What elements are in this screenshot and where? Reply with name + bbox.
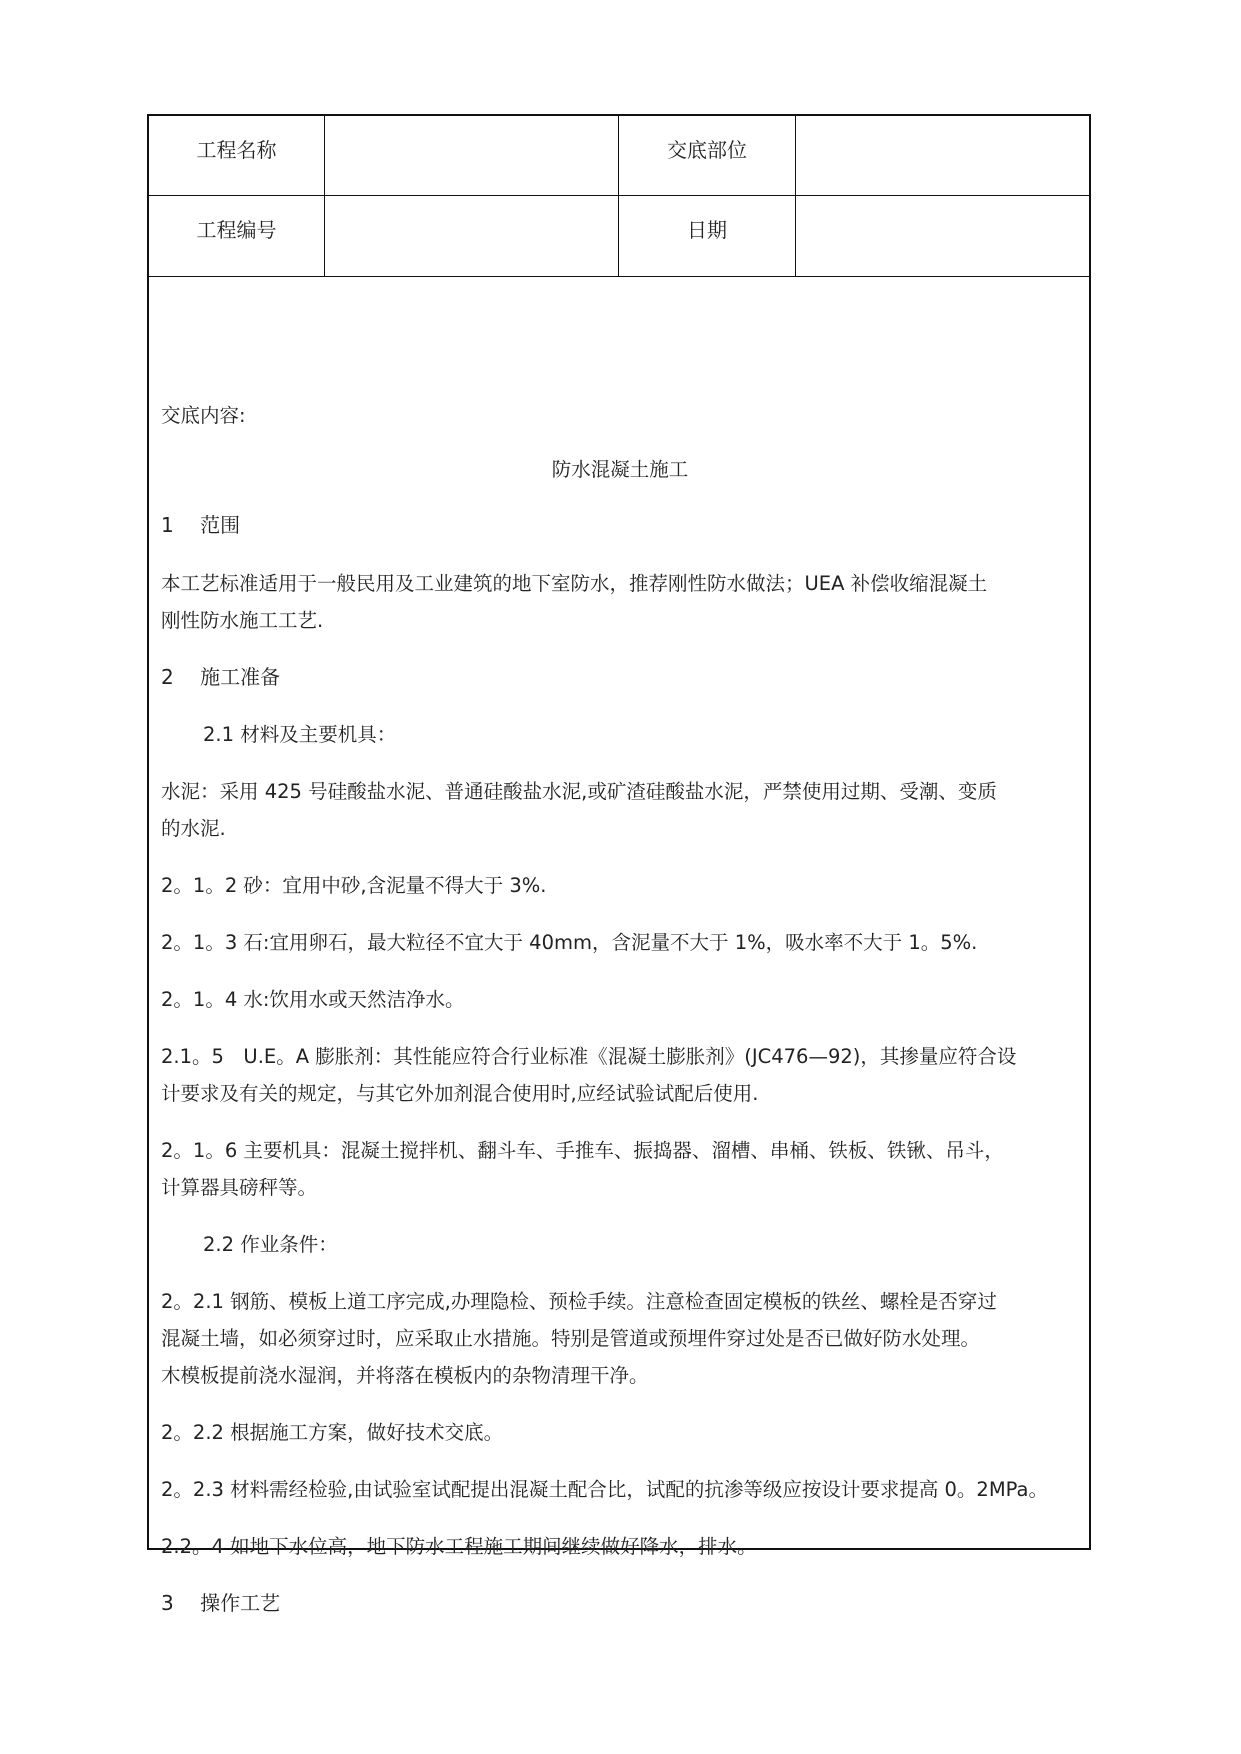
paragraph-1-line-2: 刚性防水施工工艺. bbox=[161, 609, 324, 632]
paragraph-water: 2。1。4 水:饮用水或天然洁净水。 bbox=[161, 988, 465, 1011]
paragraph-expansion-agent-line-2: 计要求及有关的规定，与其它外加剂混合使用时,应经试验试配后使用. bbox=[161, 1082, 759, 1105]
paragraph-technical-disclosure: 2。2.2 根据施工方案，做好技术交底。 bbox=[161, 1421, 504, 1444]
subsection-2-1-heading: 2.1 材料及主要机具： bbox=[203, 723, 397, 746]
paragraph-1-line-1: 本工艺标准适用于一般民用及工业建筑的地下室防水，推荐刚性防水做法；UEA 补偿收缩混凝土 bbox=[161, 572, 988, 595]
content-label: 交底内容: bbox=[161, 404, 246, 427]
paragraph-conditions-line-3: 木模板提前浇水湿润，并将落在模板内的杂物清理干净。 bbox=[161, 1364, 649, 1387]
paragraph-conditions-line-2: 混凝土墙，如必须穿过时，应采取止水措施。特别是管道或预埋件穿过处是否已做好防水处理。 bbox=[161, 1327, 981, 1350]
section-2-heading: 2 施工准备 bbox=[161, 665, 281, 689]
row-divider-1 bbox=[149, 195, 1089, 196]
paragraph-equipment-line-1: 2。1。6 主要机具：混凝土搅拌机、翻斗车、手推车、振捣器、溜槽、串桶、铁板、铁锹、吊斗， bbox=[161, 1139, 1004, 1162]
paragraph-dewatering: 2.2。4 如地下水位高，地下防水工程施工期间继续做好降水，排水。 bbox=[161, 1535, 757, 1558]
subsection-2-2-heading: 2.2 作业条件： bbox=[203, 1233, 338, 1256]
project-number-label: 工程编号 bbox=[196, 218, 277, 242]
date-label: 日期 bbox=[687, 218, 727, 242]
paragraph-2-line-2: 的水泥. bbox=[161, 817, 226, 840]
paragraph-2-line-1: 水泥：采用 425 号硅酸盐水泥、普通硅酸盐水泥,或矿渣硅酸盐水泥，严禁使用过期、受潮、变质 bbox=[161, 780, 997, 803]
section-1-heading: 1 范围 bbox=[161, 513, 241, 537]
disclosure-content bbox=[161, 276, 1079, 1615]
col-divider-3 bbox=[795, 116, 796, 276]
paragraph-stone: 2。1。3 石:宜用卵石，最大粒径不宜大于 40mm，含泥量不大于 1%，吸水率不大于 1。5%. bbox=[161, 931, 978, 954]
paragraph-expansion-agent-line-1: 2.1。5 U.E。A 膨胀剂：其性能应符合行业标准《混凝土膨胀剂》(JC476—92)，其掺量应符合设 bbox=[161, 1045, 1017, 1068]
paragraph-material-testing: 2。2.3 材料需经检验,由试验室试配提出混凝土配合比，试配的抗渗等级应按设计要求提高 0。2MPa。 bbox=[161, 1478, 1048, 1501]
section-3-heading: 3 操作工艺 bbox=[161, 1591, 281, 1615]
project-name-label: 工程名称 bbox=[196, 138, 277, 162]
paragraph-equipment-line-2: 计算器具磅秤等。 bbox=[161, 1176, 318, 1199]
disclosure-form bbox=[147, 114, 1091, 1615]
disclosure-location-label: 交底部位 bbox=[667, 138, 747, 162]
paragraph-conditions-line-1: 2。2.1 钢筋、模板上道工序完成,办理隐检、预检手续。注意检查固定模板的铁丝、螺栓是否穿过 bbox=[161, 1290, 997, 1313]
paragraph-sand: 2。1。2 砂：宜用中砂,含泥量不得大于 3%. bbox=[161, 874, 547, 897]
document-title: 防水混凝土施工 bbox=[551, 458, 689, 481]
col-divider-1 bbox=[324, 116, 325, 276]
